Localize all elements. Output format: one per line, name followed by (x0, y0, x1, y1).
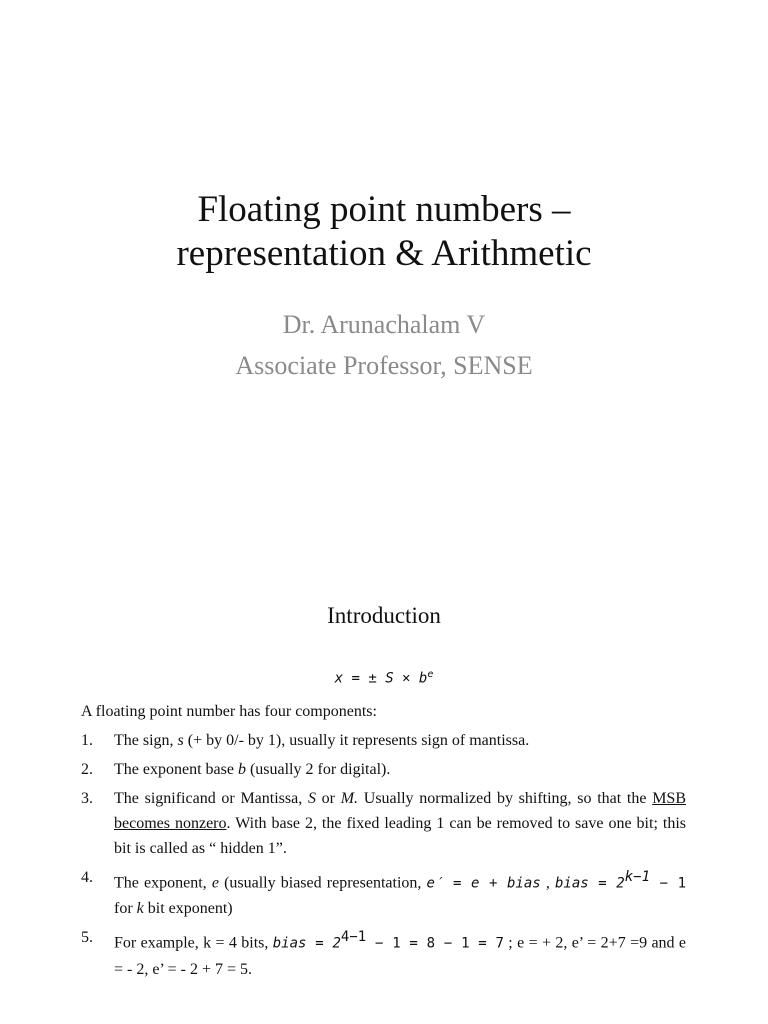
item-text: (usually biased representation, (218, 874, 427, 892)
list-item (81, 786, 686, 861)
list-number: 5. (81, 929, 93, 947)
math-expression: e′ = e + bias (426, 875, 541, 892)
formula-b: b (418, 670, 428, 687)
introduction-slide (0, 512, 768, 1024)
underlined-text: MSB becomes nonzero (114, 790, 686, 832)
math-expression: − 1 = 8 − 1 = 7 (366, 935, 504, 952)
list-item (81, 757, 686, 782)
math-expression: bias = 2 (272, 935, 341, 952)
math-superscript: k−1 (624, 869, 651, 885)
item-text: (usually 2 for digital). (245, 761, 391, 778)
floating-point-formula (0, 669, 768, 687)
title-line-2: representation & Arithmetic (176, 233, 592, 274)
author-affiliation: Associate Professor, SENSE (235, 351, 533, 380)
title-line-1: Floating point numbers – (197, 189, 571, 230)
item-text: ; e = + 2, e’ = 2+7 =9 and e = - 2, e’ = - 2 + 7 = 5. (114, 934, 687, 978)
formula-exp: e (427, 669, 434, 680)
list-number: 2. (81, 761, 93, 778)
item-text: , (540, 874, 555, 892)
item-text: for (114, 900, 137, 918)
item-symbol: k (136, 900, 144, 918)
lead-text: A floating point number has four components: (81, 703, 377, 720)
item-text: For example, k = 4 bits, (114, 934, 273, 952)
formula-times: × (393, 670, 419, 687)
item-text: Usually normalized by shifting, so that the (358, 790, 653, 807)
section-heading: Introduction (327, 603, 441, 628)
math-expression: − 1 (650, 875, 687, 892)
formula-x: x (334, 670, 344, 687)
list-number: 3. (81, 790, 93, 807)
formula-eq: = ± (343, 670, 386, 687)
item-text: The exponent base (114, 761, 238, 778)
list-number: 4. (81, 869, 93, 886)
item-symbol: M. (340, 790, 359, 807)
list-item (81, 728, 686, 753)
math-expression: bias = 2 (555, 875, 625, 892)
author-name: Dr. Arunachalam V (282, 310, 486, 339)
item-symbol: b (237, 761, 246, 778)
item-text: The sign, (114, 732, 178, 749)
components-list (81, 728, 686, 986)
item-text: bit exponent) (143, 900, 233, 918)
item-symbol: e (211, 874, 219, 892)
slide-title (0, 188, 768, 276)
item-symbol: S (307, 790, 316, 807)
item-text: . With base 2, the fixed leading 1 can be removed to save one bit; this bit is called as “ hidden 1”. (114, 815, 686, 857)
list-number: 1. (81, 732, 93, 749)
item-text: (+ by 0/- by 1), usually it represents sign of mantissa. (183, 732, 530, 749)
item-text: The significand or Mantissa, (114, 790, 308, 807)
math-superscript: 4−1 (340, 929, 367, 946)
list-item (81, 925, 686, 981)
formula-s: S (385, 670, 394, 687)
item-symbol: s (177, 732, 184, 749)
item-text: The exponent, (114, 874, 212, 892)
list-item (81, 865, 686, 921)
item-text: or (315, 790, 341, 807)
